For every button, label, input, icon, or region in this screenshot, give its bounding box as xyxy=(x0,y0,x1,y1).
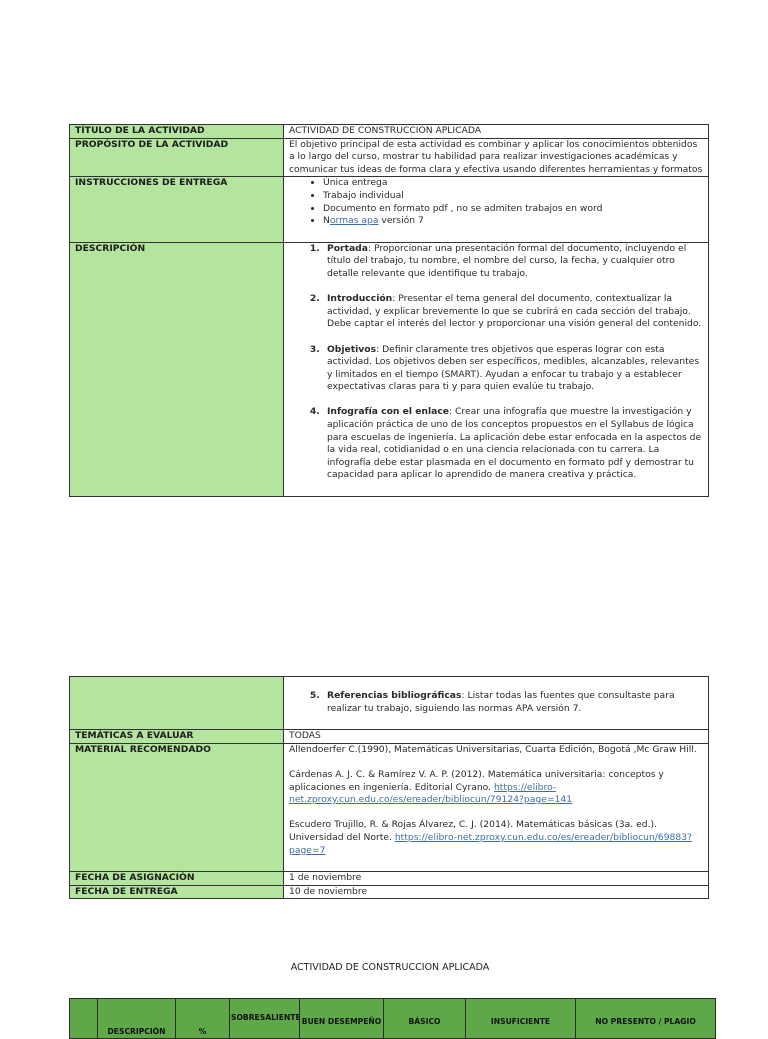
list-item xyxy=(323,215,703,228)
reference-3-link[interactable]: https://elibro-net.zproxy.cun.edu.co/es/ereader/bibliocun/69883?page=7 xyxy=(289,831,692,856)
item-text: : Crear una infografía que muestre la investigación y aplicación práctica de uno de los conceptos propuestos en el Syllabus de lógica para escuelas de ingeniería. La aplicación debe estar enfocada en la aspectos de la vida real, cotidianidad o en una ciencia relacionada con tu carrera. La infografía debe estar plasmada en el documento en formato pdf y demostrar tu capacidad para aplicar lo aprendido de manera creativa y práctica. xyxy=(327,406,702,481)
rubric-title: ACTIVIDAD DE CONSTRUCCION APLICADA xyxy=(290,962,490,973)
list-item xyxy=(323,406,703,482)
referencias-list xyxy=(289,690,703,715)
list-item: • Única entrega xyxy=(323,177,703,190)
descripcion-list xyxy=(289,243,703,482)
list-item xyxy=(323,243,703,281)
tematicas-value: TODAS xyxy=(284,730,709,744)
activity-table-continued xyxy=(69,676,709,899)
item-title: Portada xyxy=(327,242,368,254)
reference-1: Allendoerfer C.(1990), Matemáticas Universitarias, Cuarta Edición, Bogotá ,Mc Graw Hill. xyxy=(289,743,697,755)
proposito-label: PROPÓSITO DE LA ACTIVIDAD xyxy=(70,138,284,177)
activity-table xyxy=(69,124,709,497)
item-text: : Listar todas las fuentes que consultaste para realizar tu trabajo, siguiendo las normas APA versión 7. xyxy=(327,690,675,714)
apa-suffix: versión 7 xyxy=(378,215,424,227)
titulo-row xyxy=(70,125,709,139)
item-text: : Presentar el tema general del documento, contextualizar la actividad, y explicar brevemente lo que se cubrirá en cada sección del trabajo. Debe captar el interés del lector y proporcionar una visión general del contenido. xyxy=(327,293,702,330)
list-item xyxy=(323,344,703,394)
rubric-header-cell: BUEN DESEMPEÑO xyxy=(300,999,384,1039)
item-title: Infografía con el enlace xyxy=(327,406,449,418)
material-row xyxy=(70,743,709,871)
entrega-label: FECHA DE ENTREGA xyxy=(70,885,284,899)
reference-2-link[interactable]: https://elibro-net.zproxy.cun.edu.co/es/ereader/bibliocun/79124?page=141 xyxy=(289,781,573,806)
rubric-header-table xyxy=(69,998,716,1039)
rubric-header-cell xyxy=(70,999,98,1039)
proposito-row xyxy=(70,138,709,177)
reference-3-text: Escudero Trujillo, R. & Rojas Álvarez, C. J. (2014). Matemáticas básicas (3a. ed.). Universidad del Norte. xyxy=(289,819,657,843)
reference-2-text: Cárdenas A. J. C. & Ramírez V. A. P. (2012). Matemática universitaria: conceptos y aplicaciones en ingeniería. Editorial Cyrano. xyxy=(289,768,664,793)
item-text: : Proporcionar una presentación formal del documento, incluyendo el título del trabajo, tu nombre, el nombre del curso, la fecha, y cualquier otro detalle relevante que identifique tu trabajo. xyxy=(327,242,687,279)
referencias-value xyxy=(284,677,709,730)
rubric-header-cell: DESCRIPCIÓN xyxy=(98,999,176,1039)
titulo-value: ACTIVIDAD DE CONSTRUCCION APLICADA xyxy=(284,125,709,139)
asignacion-label: FECHA DE ASIGNACIÓN xyxy=(70,872,284,886)
rubric-header-row xyxy=(70,999,716,1039)
apa-prefix: N xyxy=(323,215,330,227)
rubric-header-cell: % xyxy=(176,999,230,1039)
asignacion-value: 1 de noviembre xyxy=(284,872,709,886)
entrega-value: 10 de noviembre xyxy=(284,885,709,899)
asignacion-row xyxy=(70,872,709,886)
reference-2 xyxy=(289,769,703,807)
rubric-header-cell: BÁSICO xyxy=(384,999,466,1039)
material-label: MATERIAL RECOMENDADO xyxy=(70,743,284,871)
item-title: Objetivos xyxy=(327,343,377,355)
reference-3 xyxy=(289,819,703,857)
item-title: Referencias bibliográficas xyxy=(327,690,462,701)
rubric-header-cell: INSUFICIENTE xyxy=(466,999,576,1039)
titulo-label: TÍTULO DE LA ACTIVIDAD xyxy=(70,125,284,139)
instrucciones-label: INSTRUCCIONES DE ENTREGA xyxy=(70,177,284,242)
entrega-row xyxy=(70,885,709,899)
descripcion-label: DESCRIPCIÓN xyxy=(70,242,284,496)
referencias-row xyxy=(70,677,709,730)
list-item: • Trabajo individual xyxy=(323,190,703,203)
instrucciones-row xyxy=(70,177,709,242)
tematicas-label: TEMÁTICAS A EVALUAR xyxy=(70,730,284,744)
material-value xyxy=(284,743,709,871)
rubric-header-cell: SOBRESALIENTE xyxy=(230,999,300,1039)
apa-link[interactable]: ormas apa xyxy=(329,215,379,227)
instrucciones-value xyxy=(284,177,709,242)
list-item: • Documento en formato pdf , no se admiten trabajos en word xyxy=(323,203,703,216)
item-title: Introducción xyxy=(327,293,393,305)
rubric-header-cell: NO PRESENTO / PLAGIO xyxy=(576,999,716,1039)
list-item xyxy=(323,690,703,715)
empty-label-cell xyxy=(70,677,284,730)
instrucciones-list xyxy=(289,177,703,227)
tematicas-row xyxy=(70,730,709,744)
descripcion-value xyxy=(284,242,709,496)
proposito-value: El objetivo principal de esta actividad es combinar y aplicar los conocimientos obtenidos a lo largo del curso, mostrar tu habilidad para realizar investigaciones académicas y comunicar tus ideas de forma clara y efectiva usando diferentes herramientas y formatos xyxy=(284,138,709,177)
item-text: : Definir claramente tres objetivos que esperas lograr con esta actividad. Los objetivos deben ser específicos, medibles, alcanzables, relevantes y limitados en el tiempo (SMART). Ayudan a enfocar tu trabajo y a establecer expectativas claras para ti y para quien evalúe tu trabajo. xyxy=(327,343,700,393)
list-item xyxy=(323,293,703,331)
descripcion-row xyxy=(70,242,709,496)
